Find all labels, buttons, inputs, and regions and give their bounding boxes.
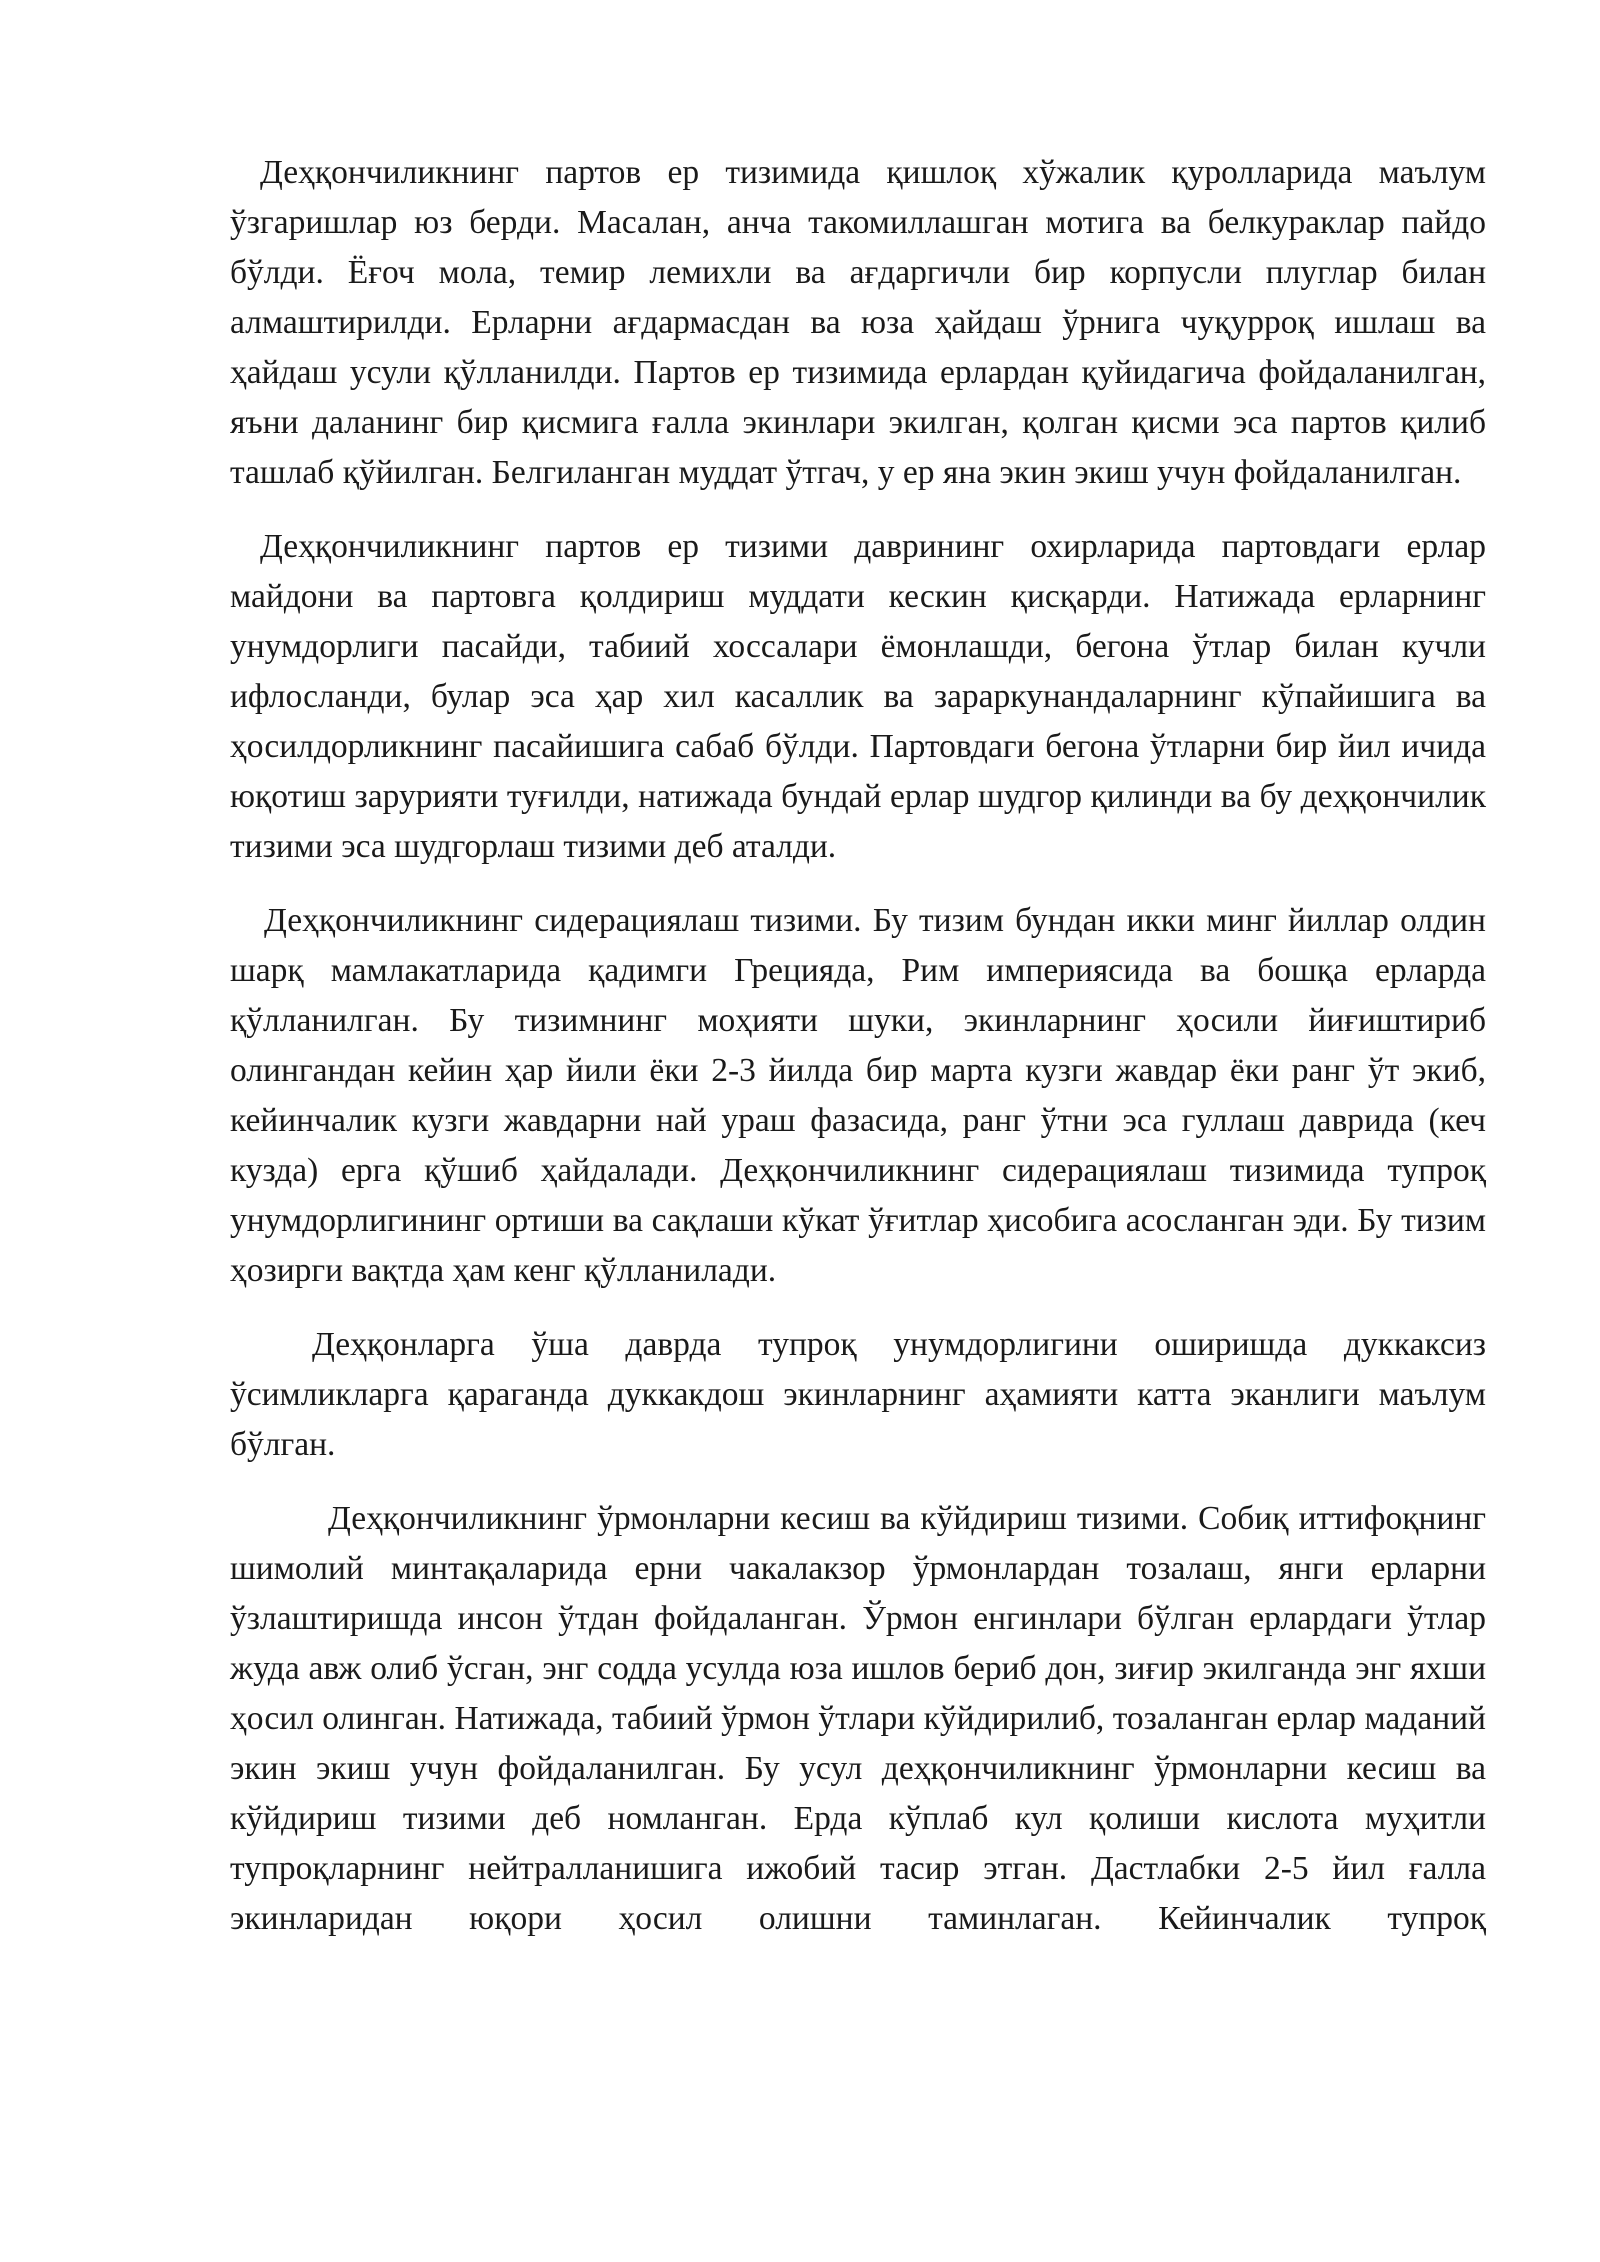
paragraph-fallow-decline: Деҳқончиликнинг партов ер тизими даврининг охирларида партовдаги ерлар майдони ва партовга қолдириш муддати кескин қисқарди. Натижада ерларнинг унумдорлиги пасайди, табиий хоссалари ёмонлашди, бегона ўтлар билан кучли ифлосланди, булар эса ҳар хил касаллик ва зараркунандаларнинг кўпайишига ва ҳосилдорликнинг пасайишига сабаб бўлди. Партовдаги бегона ўтларни бир йил ичида юқотиш зарурияти туғилди, натижада бундай ерлар шудгор қилинди ва бу деҳқончилик тизими эса шудгорлаш тизими деб аталди. xyxy=(230,528,1486,865)
paragraph-slash-and-burn: Деҳқончиликнинг ўрмонларни кесиш ва кўйдириш тизими. Собиқ иттифоқнинг шимолий минтақаларида ерни чакалакзор ўрмонлардан тозалаш, янги ерларни ўзлаштиришда инсон ўтдан фойдаланган. Ўрмон енгинлари бўлган ерлардаги ўтлар жуда авж олиб ўсган, энг содда усулда юза ишлов бериб дон, зиғир экилганда энг яхши ҳосил олинган. Натижада, табиий ўрмон ўтлари кўйдирилиб, тозаланган ерлар маданий экин экиш учун фойдаланилган. Бу усул деҳқончиликнинг ўрмонларни кесиш ва кўйдириш тизими деб номланган. Ерда кўплаб кул қолиши кислота муҳитли тупроқларнинг нейтралланишига ижобий тасир этган. Дастлабки 2-5 йил ғалла экинларидан юқори ҳосил олишни таминлаган. Кейинчалик тупроқ xyxy=(230,1500,1486,1937)
paragraph-legumes: Деҳқонларга ўша даврда тупроқ унумдорлигини оширишда дуккаксиз ўсимликларга қараганда дуккакдош экинларнинг аҳамияти катта эканлиги маълум бўлган. xyxy=(230,1326,1486,1463)
paragraph-sideration-system: Деҳқончиликнинг сидерациялаш тизими. Бу тизим бундан икки минг йиллар олдин шарқ мамлакатларида қадимги Грецияда, Рим империясида ва бошқа ерларда қўлланилган. Бу тизимнинг моҳияти шуки, экинларнинг ҳосили йиғиштириб олингандан кейин ҳар йили ёки 2-3 йилда бир марта кузги жавдар ёки ранг ўт экиб, кейинчалик кузги жавдарни най ураш фазасида, ранг ўтни эса гуллаш даврида (кеч кузда) ерга қўшиб ҳайдалади. Деҳқончиликнинг сидерациялаш тизимида тупроқ унумдорлигининг ортиши ва сақлаши кўкат ўғитлар ҳисобига асосланган эди. Бу тизим ҳозирги вақтда ҳам кенг қўлланилади. xyxy=(230,902,1486,1289)
paragraph-fallow-tools: Деҳқончиликнинг партов ер тизимида қишлоқ хўжалик қуролларида маълум ўзгаришлар юз берди. Масалан, анча такомиллашган мотига ва белкураклар пайдо бўлди. Ёғоч мола, темир лемихли ва ағдаргичли бир корпусли плуглар билан алмаштирилди. Ерларни ағдармасдан ва юза ҳайдаш ўрнига чуқурроқ ишлаш ва ҳайдаш усули қўлланилди. Партов ер тизимида ерлардан қуйидагича фойдаланилган, яъни даланинг бир қисмига ғалла экинлари экилган, қолган қисми эса партов қилиб ташлаб қўйилган. Белгиланган муддат ўтгач, у ер яна экин экиш учун фойдаланилган. xyxy=(230,154,1486,491)
